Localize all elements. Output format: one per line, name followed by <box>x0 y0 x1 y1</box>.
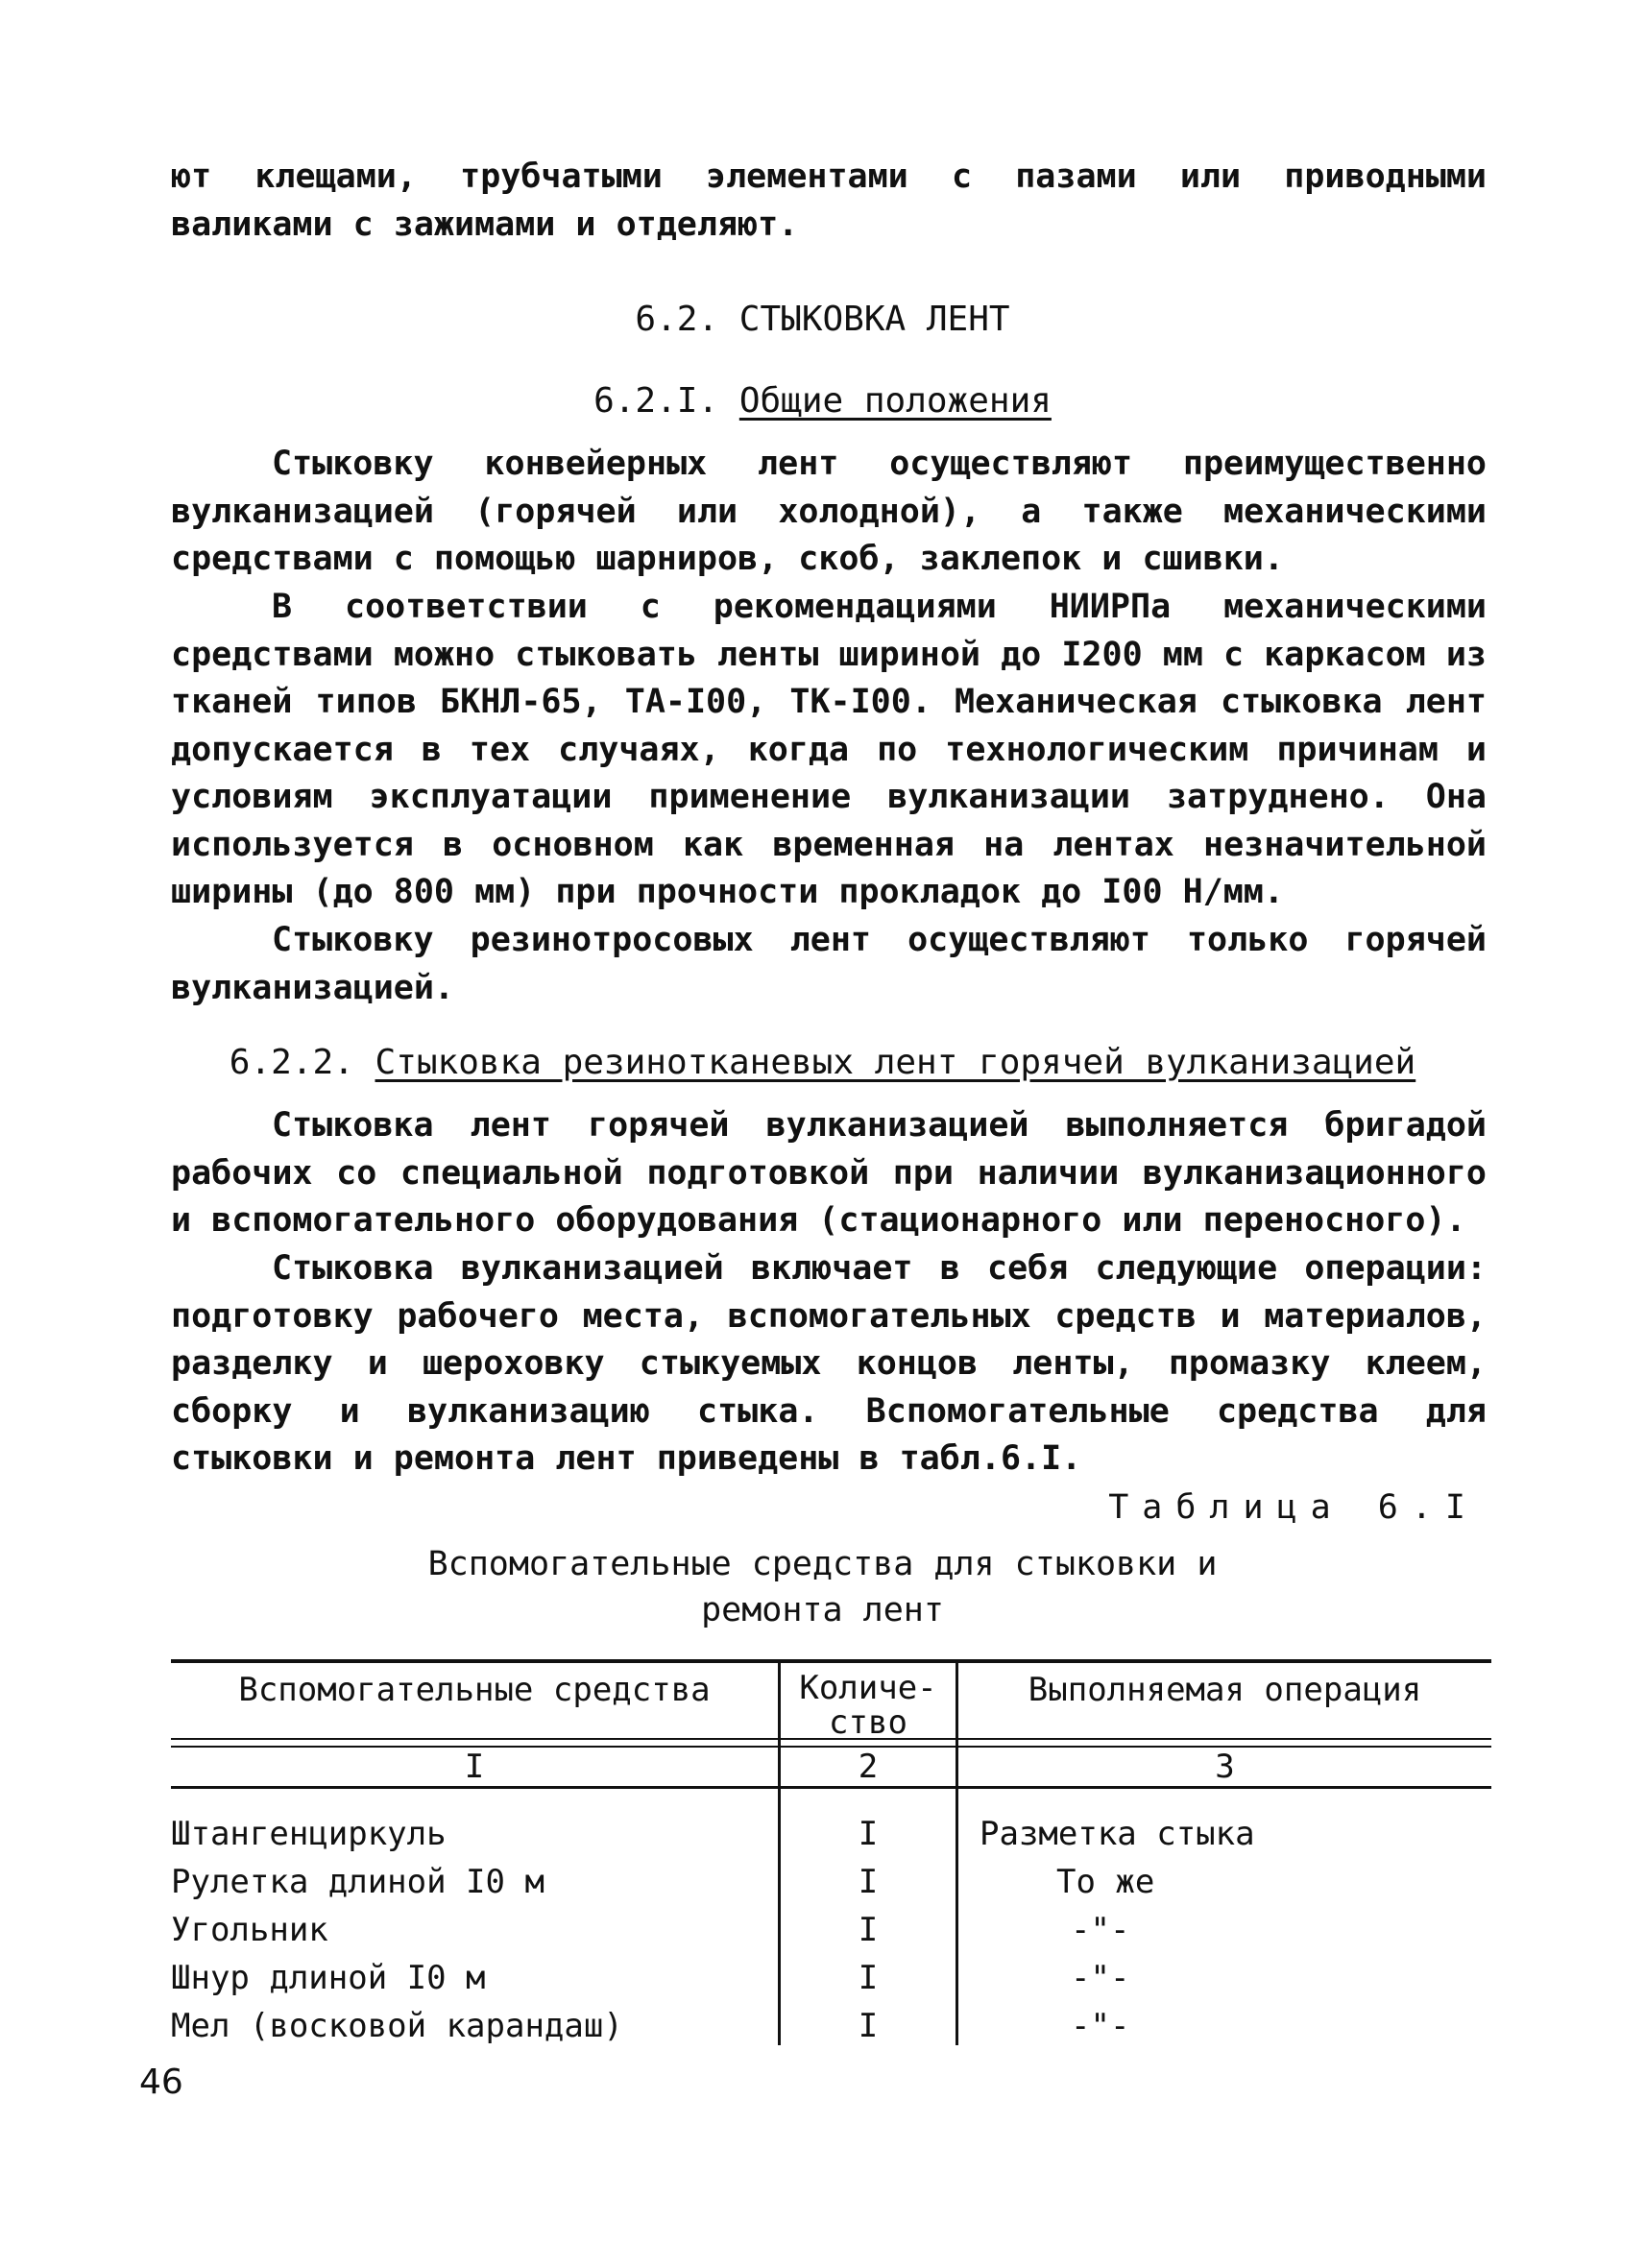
subsection-title-1: Общие положения <box>738 381 1052 421</box>
column-number-3: 3 <box>1215 1748 1235 1786</box>
table-caption-line-1: Вспомогательные средства для стыковки и <box>427 1545 1218 1583</box>
paragraph-mechanical-joining: В соответствии с рекомендациями НИИРПа механическими средствами можно стыковать ленты шириной до I200 мм с каркасом из тканей типов БКНЛ-65, ТА-I00, ТК-I00. Механическая стыковка лент допускается в тех случаях, когда по технологическим причинам и условиям эксплуатации применение вулканизации затруднено. Она используется в основном как временная на лентах незначительной ширины (до 800 мм) при прочности прокладок до I00 Н/мм. <box>171 588 1487 911</box>
row-quantity: I <box>858 1959 879 1997</box>
row-operation: Разметка стыка <box>980 1815 1255 1853</box>
table-caption-line-2: ремонта лент <box>701 1591 944 1629</box>
row-item: Мел (восковой карандаш) <box>171 2007 623 2045</box>
row-quantity: I <box>858 1911 879 1949</box>
table-column-divider-2 <box>956 1661 958 2045</box>
row-quantity: I <box>858 2007 879 2045</box>
subsection-title-2: Стыковка резинотканевых лент горячей вулканизацией <box>375 1043 1416 1082</box>
column-number-1: I <box>464 1748 485 1786</box>
page-number: 46 <box>139 2063 183 2102</box>
paragraph-hot-vulcanization: Стыковка лент горячей вулканизацией выполняется бригадой рабочих со специальной подготовкой при наличии вулканизационного и вспомогательного оборудования (стационарного или переносного). <box>171 1106 1487 1240</box>
continuation-paragraph: ют клещами, трубчатыми элементами с пазами или приводными валиками с зажимами и отделяют. <box>171 157 1487 244</box>
row-quantity: I <box>858 1815 879 1853</box>
section-title: 6.2. СТЫКОВКА ЛЕНТ <box>635 300 1010 339</box>
paragraph-operations: Стыковка вулканизацией включает в себя следующие операции: подготовку рабочего места, вспомогательных средств и материалов, разделку и шероховку стыкуемых концов ленты, промазку клеем, сборку и вулканизацию стыка. Вспомогательные средства для стыковки и ремонта лент приведены в табл.6.I. <box>171 1249 1487 1478</box>
table-numbers-rule <box>171 1786 1491 1789</box>
row-operation: То же <box>1056 1863 1155 1901</box>
row-item: Шнур длиной I0 м <box>171 1959 486 1997</box>
header-quantity-line-1: Количе- <box>799 1669 937 1707</box>
row-operation: -"- <box>1071 1959 1130 1997</box>
row-operation: -"- <box>1071 2007 1130 2045</box>
table-label: Таблица 6.I <box>1108 1488 1479 1527</box>
column-number-2: 2 <box>858 1748 879 1786</box>
subsection-number-1: 6.2.I. <box>593 381 719 421</box>
subsection-heading-1 <box>0 377 1645 425</box>
header-auxiliary-means: Вспомогательные средства <box>238 1671 711 1709</box>
header-quantity <box>781 1671 956 1740</box>
row-operation: -"- <box>1071 1911 1130 1949</box>
paragraph-joining-methods: Стыковку конвейерных лент осуществляют преимущественно вулканизацией (горячей или холодной), а также механическими средствами с помощью шарниров, скоб, заклепок и сшивки. <box>171 445 1487 578</box>
header-operation: Выполняемая операция <box>1028 1671 1422 1709</box>
table-top-rule <box>171 1659 1491 1663</box>
row-item: Рулетка длиной I0 м <box>171 1863 544 1901</box>
header-quantity-line-2: ство <box>829 1703 907 1742</box>
subsection-number-2: 6.2.2. <box>229 1043 354 1082</box>
subsection-heading-2 <box>0 1039 1645 1087</box>
row-item: Угольник <box>171 1911 328 1949</box>
row-quantity: I <box>858 1863 879 1901</box>
row-item: Штангенциркуль <box>171 1815 447 1853</box>
paragraph-steel-cord: Стыковку резинотросовых лент осуществляют только горячей вулканизацией. <box>171 921 1487 1007</box>
